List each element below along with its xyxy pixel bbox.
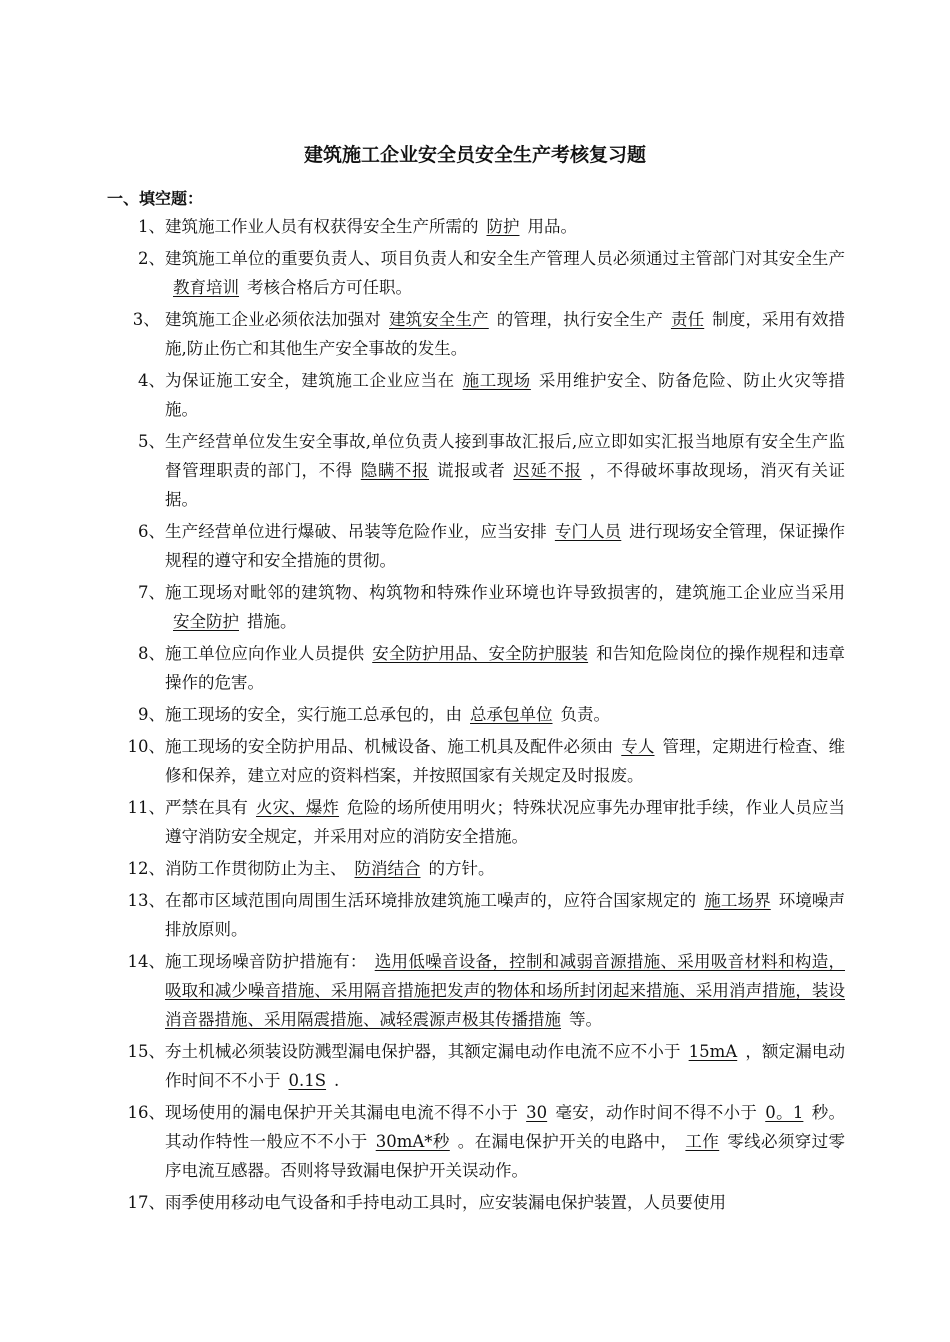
question-text: [165, 244, 845, 302]
question-text: [165, 639, 845, 697]
question-fragment: 生产经营单位进行爆破、吊装等危险作业，应当安排: [165, 522, 547, 541]
question-text: [165, 854, 845, 883]
question-item: [0, 212, 950, 241]
question-fragment: 谎报或者: [437, 461, 506, 480]
question-fragment: 建筑施工作业人员有权获得安全生产所需的: [165, 217, 479, 236]
question-item: [0, 578, 950, 636]
question-fragment: 。在漏电保护开关的电路中，: [457, 1132, 678, 1151]
answer-blank: 建筑安全生产: [389, 310, 489, 329]
question-number: 12、: [127, 859, 165, 878]
page-title: 建筑施工企业安全员安全生产考核复习题: [303, 144, 646, 166]
question-fragment: 为保证施工安全，建筑施工企业应当在: [165, 371, 455, 390]
question-fragment: 考核合格后方可任职。: [247, 278, 412, 297]
question-text: [165, 793, 845, 851]
question-text: [165, 700, 845, 729]
question-number: 5、: [138, 432, 165, 451]
answer-blank: 安全防护用品、安全防护服装: [372, 644, 589, 663]
question-number: 17、: [127, 1193, 165, 1212]
question-item: [0, 639, 950, 697]
answer-blank: 教育培训: [173, 278, 239, 297]
question-text: [165, 517, 845, 575]
question-fragment: 制度，采用有效措施,防止伤亡和其他生产安全事故的发生。: [165, 310, 846, 358]
answer-blank: 30mA*秒: [375, 1132, 450, 1151]
question-fragment: 施工现场噪音防护措施有：: [165, 952, 367, 971]
question-number: 11、: [127, 798, 165, 817]
question-item: [0, 1188, 950, 1217]
question-number: 4、: [138, 371, 165, 390]
question-item: [0, 732, 950, 790]
question-number: 7、: [138, 583, 165, 602]
question-text: [165, 578, 845, 636]
answer-blank: 专人: [621, 737, 655, 756]
question-fragment: 严禁在具有: [165, 798, 249, 817]
question-number: 15、: [127, 1042, 165, 1061]
question-fragment: 和告知危险岗位的操作规程和违章操作的危害。: [165, 644, 846, 692]
question-fragment: 措施。: [247, 612, 297, 631]
answer-blank: 火灾、爆炸: [256, 798, 340, 817]
question-number: 2、: [138, 249, 165, 268]
question-fragment: 施工现场的安全防护用品、机械设备、施工机具及配件必须由: [165, 737, 614, 756]
answer-blank: 专门人员: [554, 522, 622, 541]
answer-blank: 0。1: [765, 1103, 804, 1122]
question-item: [0, 427, 950, 514]
question-number: 14、: [127, 952, 165, 971]
question-fragment: 零线必须穿过零序电流互感器。否则将导致漏电保护开关误动作。: [165, 1132, 846, 1180]
question-number: 16、: [127, 1103, 165, 1122]
question-fragment: 用品。: [527, 217, 577, 236]
question-item: [0, 244, 950, 302]
answer-blank: 0.1S: [288, 1071, 327, 1090]
question-fragment: 负责。: [560, 705, 610, 724]
question-text: [165, 1188, 845, 1217]
question-fragment: 雨季使用移动电气设备和手持电动工具时，应安装漏电保护装置，人员要使用: [165, 1193, 726, 1212]
question-item: [0, 517, 950, 575]
question-fragment: 等。: [569, 1010, 602, 1029]
question-fragment: 在都市区域范围向周围生活环境排放建筑施工噪声的，应符合国家规定的: [165, 891, 697, 910]
question-fragment: 的方针。: [428, 859, 495, 878]
answer-blank: 防护: [486, 217, 520, 236]
question-text: [165, 427, 845, 514]
question-fragment: 现场使用的漏电保护开关其漏电电流不得不小于: [165, 1103, 519, 1122]
answer-blank: 隐瞒不报: [360, 461, 430, 480]
question-number: 13、: [127, 891, 165, 910]
question-text: [165, 1037, 845, 1095]
question-number: 6、: [138, 522, 165, 541]
question-number: 9、: [138, 705, 165, 724]
question-text: [165, 947, 845, 1034]
question-text: [165, 305, 845, 363]
question-fragment: ，额定漏电动作时间不不小于: [165, 1042, 846, 1090]
question-item: [0, 854, 950, 883]
answer-blank: 30: [526, 1103, 548, 1122]
answer-blank: 安全防护: [173, 612, 239, 631]
question-item: [0, 700, 950, 729]
question-item: [0, 1037, 950, 1095]
question-fragment: 夯土机械必须装设防溅型漏电保护器，其额定漏电动作电流不应不小于: [165, 1042, 681, 1061]
question-fragment: 管理，定期进行检查、维修和保养，建立对应的资料档案，并按照国家有关规定及时报废。: [165, 737, 846, 785]
question-item: [0, 366, 950, 424]
answer-blank: 总承包单位: [470, 705, 553, 724]
answer-blank: 防消结合: [354, 859, 421, 878]
question-list: [0, 212, 950, 1220]
question-number: 10、: [127, 737, 165, 756]
question-number: 1、: [138, 217, 165, 236]
question-number: 8、: [138, 644, 165, 663]
question-item: [0, 886, 950, 944]
answer-blank: 责任: [670, 310, 705, 329]
question-text: [165, 366, 845, 424]
question-fragment: .: [334, 1071, 340, 1090]
question-fragment: 采用维护安全、防备危险、防止火灾等措施。: [165, 371, 846, 419]
question-fragment: 秒。其动作特性一般应不不小于: [165, 1103, 846, 1151]
question-item: [0, 305, 950, 363]
question-item: [0, 947, 950, 1034]
question-text: [165, 886, 845, 944]
question-item: [0, 1098, 950, 1185]
answer-blank: 15mA: [688, 1042, 738, 1061]
question-fragment: 建筑施工单位的重要负责人、项目负责人和安全生产管理人员必须通过主管部门对其安全生产: [165, 249, 845, 268]
answer-blank: 选用低噪音设备，控制和减弱音源措施、采用吸音材料和构造，吸取和减少噪音措施、采用隔音措施把发声的物体和场所封闭起来措施、采用消声措施，装设消音器措施、采用隔震措施、减轻震源声极其传播措施: [165, 952, 846, 1029]
question-text: [165, 1098, 845, 1185]
question-fragment: 的管理，执行安全生产: [496, 310, 663, 329]
question-item: [0, 793, 950, 851]
question-fragment: 环境噪声排放原则。: [165, 891, 846, 939]
question-fragment: 生产经营单位发生安全事故,单位负责人接到事故汇报后,应立即如实汇报当地原有安全生产监督管理职责的部门，不得: [165, 432, 845, 480]
question-fragment: 施工现场对毗邻的建筑物、构筑物和特殊作业环境也许导致损害的，建筑施工企业应当采用: [165, 583, 845, 602]
section-heading: 一、填空题：: [107, 189, 204, 208]
answer-blank: 施工现场: [462, 371, 531, 390]
question-fragment: 进行现场安全管理，保证操作规程的遵守和安全措施的贯彻。: [165, 522, 846, 570]
question-fragment: 施工单位应向作业人员提供: [165, 644, 365, 663]
question-fragment: 施工现场的安全，实行施工总承包的，由: [165, 705, 462, 724]
question-fragment: ，不得破坏事故现场，消灭有关证据。: [165, 461, 846, 509]
question-text: [165, 212, 845, 241]
question-fragment: 建筑施工企业必须依法加强对: [165, 310, 382, 329]
question-fragment: 危险的场所使用明火；特殊状况应事先办理审批手续，作业人员应当遵守消防安全规定，并采用对应的消防安全措施。: [165, 798, 846, 846]
question-text: [165, 732, 845, 790]
answer-blank: 工作: [685, 1132, 720, 1151]
question-fragment: 毫安，动作时间不得不小于: [555, 1103, 758, 1122]
answer-blank: 施工场界: [704, 891, 771, 910]
question-number: 3、: [132, 310, 165, 329]
question-fragment: 消防工作贯彻防止为主、: [165, 859, 347, 878]
answer-blank: 迟延不报: [513, 461, 582, 480]
